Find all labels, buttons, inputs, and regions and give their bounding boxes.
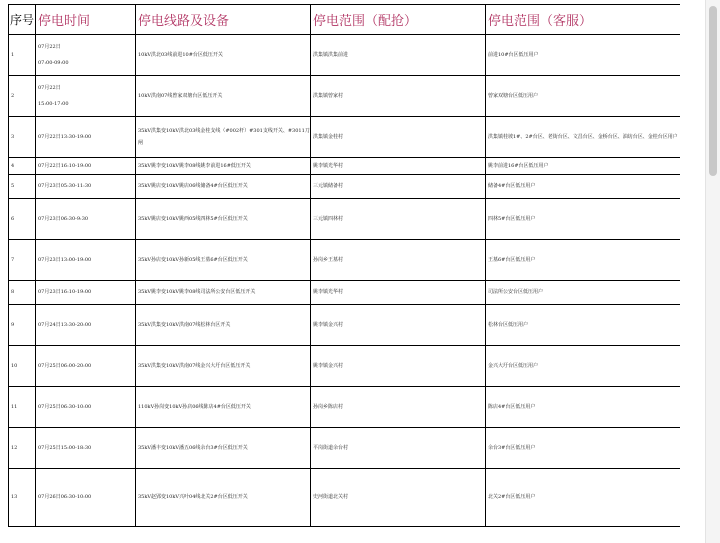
time-line: 15:00-17:00 (38, 100, 69, 107)
cell-no: 3 (9, 117, 36, 158)
cell-line: 35kV赵郢变10kV兴叶04线北关2#台区低压开关 (136, 469, 311, 527)
cell-no: 11 (9, 387, 36, 428)
cell-time (36, 346, 136, 387)
cell-no: 2 (9, 76, 36, 117)
cell-range-cs: 四林5#台区低压用户 (486, 199, 681, 240)
cell-range-dist: 洪集镇洪集前进 (311, 35, 486, 76)
cell-time (36, 158, 136, 175)
time-line: 07月25日06:30-10:00 (38, 403, 92, 410)
time-line: 07月25日06:00-20:00 (38, 362, 92, 369)
table-row (9, 281, 681, 305)
cell-range-dist: 三元镇四林村 (311, 199, 486, 240)
cell-range-cs: 松林台区低压用户 (486, 305, 681, 346)
time-line: 07:00-09:00 (38, 59, 69, 66)
outage-schedule-page (8, 4, 680, 543)
time-line: 07月23日06:30-9:30 (38, 215, 89, 222)
cell-line: 35kV姚店变10kV姚西05线四林5#台区低压开关 (136, 199, 311, 240)
cell-range-cs: 余台3#台区低压用户 (486, 428, 681, 469)
cell-time (36, 428, 136, 469)
header-no: 序号 (9, 5, 36, 35)
cell-range-dist: 姚李镇光华村 (311, 158, 486, 175)
cell-line: 35kV潘丰变10kV潘五06线余台3#台区低压开关 (136, 428, 311, 469)
time-line: 07月23日13:00-19:00 (38, 256, 92, 263)
time-line: 07月23日16:10-19:00 (38, 289, 92, 296)
cell-line: 35kV姚店变10kV姚店06线储备4#台区低压开关 (136, 175, 311, 199)
table-row (9, 158, 681, 175)
cell-no: 5 (9, 175, 36, 199)
cell-time (36, 199, 136, 240)
cell-no: 8 (9, 281, 36, 305)
cell-no: 13 (9, 469, 36, 527)
table-row (9, 305, 681, 346)
table-body (9, 35, 681, 527)
time-line: 07月23日05:30-11:30 (38, 183, 92, 190)
cell-line: 35kV洪集变10kV洪南07线松林台区开关 (136, 305, 311, 346)
cell-no: 1 (9, 35, 36, 76)
cell-range-dist: 姚李镇光华村 (311, 281, 486, 305)
time-line: 07月24日13:30-20:00 (38, 321, 92, 328)
cell-line: 35kV姚李变10kV姚李08线姚李前进16#低压开关 (136, 158, 311, 175)
cell-range-dist: 姚李镇金兴村 (311, 346, 486, 387)
cell-range-dist: 平岗街道余台村 (311, 428, 486, 469)
cell-line: 35kV洪集变10kV洪南07线金兴大圩台区低压开关 (136, 346, 311, 387)
cell-time (36, 175, 136, 199)
scrollbar-thumb[interactable] (709, 6, 717, 176)
cell-time (36, 35, 136, 76)
vertical-scrollbar[interactable] (705, 0, 720, 543)
cell-range-cs: 陈店4#台区低压用户 (486, 387, 681, 428)
table-row (9, 199, 681, 240)
time-line: 07月22日 (38, 85, 61, 92)
table-header-row (9, 5, 681, 35)
header-line: 停电线路及设备 (136, 5, 311, 35)
cell-range-dist: 史河街道北关村 (311, 469, 486, 527)
cell-range-dist: 洪集镇曾家村 (311, 76, 486, 117)
cell-time (36, 240, 136, 281)
cell-range-cs: 曾家双塘台区低压用户 (486, 76, 681, 117)
header-range-cs: 停电范围（客服） (486, 5, 681, 35)
cell-range-dist: 三元镇储备村 (311, 175, 486, 199)
time-line: 07月22日13:30-19:00 (38, 133, 92, 140)
header-range-dist: 停电范围（配抢） (311, 5, 486, 35)
cell-time (36, 387, 136, 428)
cell-time (36, 305, 136, 346)
table-row (9, 117, 681, 158)
cell-no: 4 (9, 158, 36, 175)
table-row (9, 76, 681, 117)
table-row (9, 35, 681, 76)
table-row (9, 428, 681, 469)
cell-range-dist: 孙岗乡王墓村 (311, 240, 486, 281)
time-line: 07月22日16:10-19:00 (38, 162, 92, 169)
cell-range-cs: 储备4#台区低压用户 (486, 175, 681, 199)
cell-no: 6 (9, 199, 36, 240)
header-time: 停电时间 (36, 5, 136, 35)
time-line: 07月26日06:30-10:00 (38, 494, 92, 501)
table-row (9, 387, 681, 428)
cell-range-cs: 前进10#台区低压用户 (486, 35, 681, 76)
cell-line: 35kV姚李变10kV姚李08线司法所公安台区低压开关 (136, 281, 311, 305)
cell-no: 7 (9, 240, 36, 281)
cell-no: 10 (9, 346, 36, 387)
cell-time (36, 281, 136, 305)
cell-no: 9 (9, 305, 36, 346)
table-row (9, 240, 681, 281)
cell-range-cs: 洪集镇桂坡1#、2#台区、老街台区、文昌台区、金桥台区、油坊台区、金桂台区用户 (486, 117, 681, 158)
cell-range-cs: 姚李前进16#台区低压用户 (486, 158, 681, 175)
cell-range-cs: 北关2#台区低压用户 (486, 469, 681, 527)
time-line: 07月25日15:00-18:30 (38, 444, 92, 451)
cell-range-cs: 王墓6#台区低压用户 (486, 240, 681, 281)
cell-line: 10kV洪北03线前进10#台区低压开关 (136, 35, 311, 76)
time-line: 07月22日 (38, 44, 61, 51)
table-row (9, 346, 681, 387)
cell-line: 35kV洪集变10kV洪北03线金桂支线（#002杆）#301支线开关、#3011刀闸 (136, 117, 311, 158)
cell-time (36, 469, 136, 527)
cell-line: 10kV洪南07线曾家双塘台区低压开关 (136, 76, 311, 117)
table-row (9, 469, 681, 527)
cell-range-cs: 金兴大圩台区低压用户 (486, 346, 681, 387)
outage-table (8, 4, 680, 527)
cell-time (36, 76, 136, 117)
table-row (9, 175, 681, 199)
cell-range-dist: 姚李镇金兴村 (311, 305, 486, 346)
cell-no: 12 (9, 428, 36, 469)
cell-range-dist: 洪集镇金桂村 (311, 117, 486, 158)
cell-range-dist: 孙岗乡陈店村 (311, 387, 486, 428)
cell-time (36, 117, 136, 158)
cell-line: 110kV孙岗变10kV孙店06线陈店4#台区低压开关 (136, 387, 311, 428)
cell-range-cs: 司法所公安台区低压用户 (486, 281, 681, 305)
cell-line: 35kV孙店变10kV孙新05线王墓6#台区低压开关 (136, 240, 311, 281)
